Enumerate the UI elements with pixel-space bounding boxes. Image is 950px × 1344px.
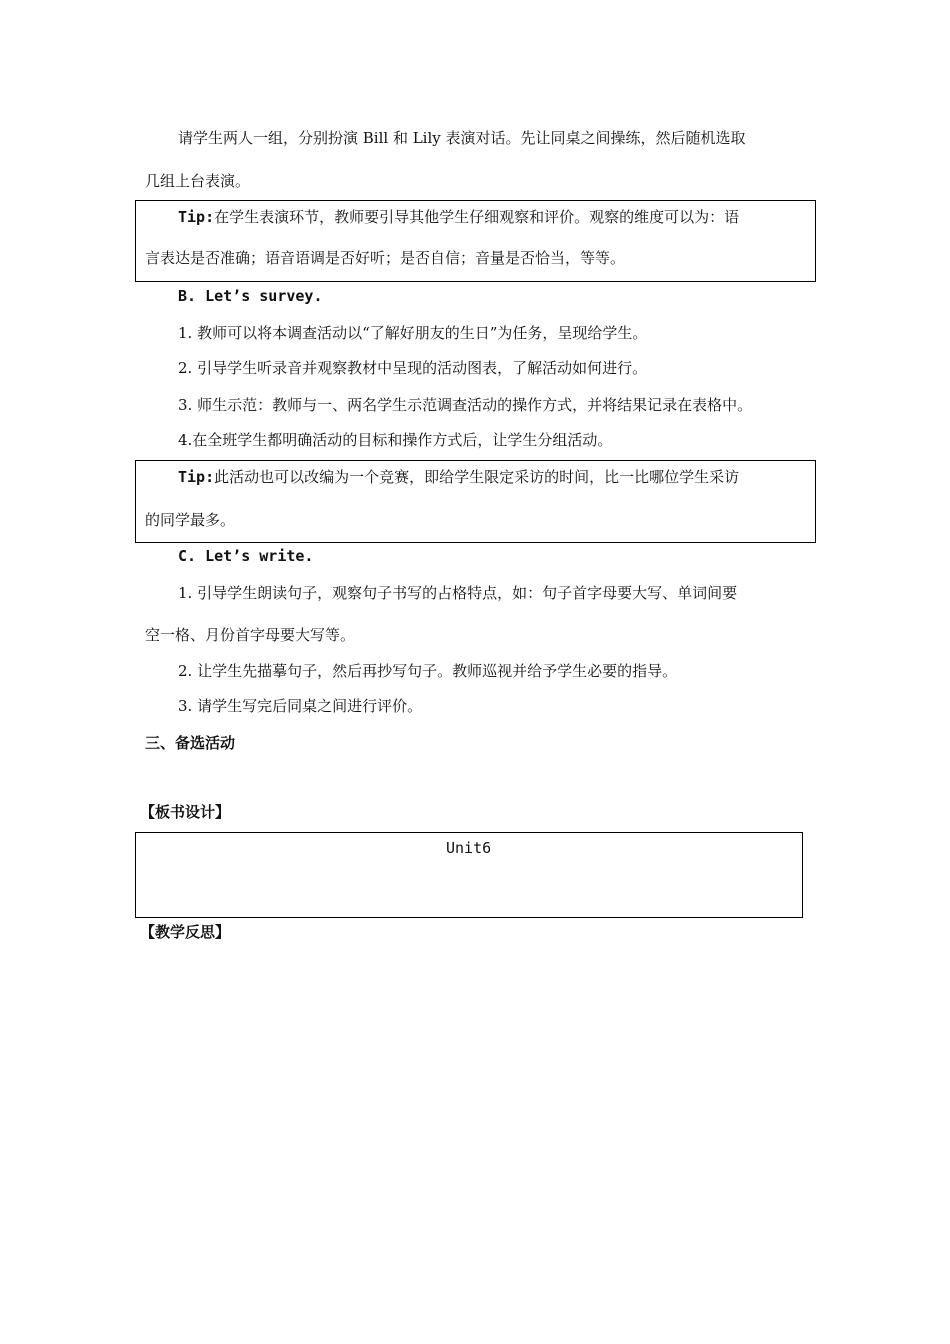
section-c-item-3: 3. 请学生写完后同桌之间进行评价。 [178,697,423,715]
tip-1-label: Tip: [178,208,215,226]
tip-1-line-2: 言表达是否准确；语音语调是否好听；是否自信；音量是否恰当，等等。 [145,249,626,267]
intro-line-2: 几组上台表演。 [145,172,251,190]
tip-1-line-1 [178,206,739,227]
intro-line-1: 请学生两人一组，分别扮演 Bill 和 Lily 表演对话。先让同桌之间操练，然后随机选取 [178,129,746,147]
section-b-item-2: 2. 引导学生听录音并观察教材中呈现的活动图表，了解活动如何进行。 [178,359,648,377]
section-three-heading: 三、备选活动 [145,734,236,752]
section-b-heading: B. Let’s survey. [178,287,323,305]
section-c-heading: C. Let’s write. [178,547,314,565]
board-design-title: Unit6 [446,839,492,857]
tip-2-label: Tip: [178,468,215,486]
section-b-item-1: 1. 教师可以将本调查活动以“了解好朋友的生日”为任务，呈现给学生。 [178,324,648,342]
section-c-item-1-line-1: 1. 引导学生朗读句子，观察句子书写的占格特点，如：句子首字母要大写、单词间要 [178,584,738,602]
section-c-item-1-line-2: 空一格、月份首字母要大写等。 [145,626,356,644]
tip-1-text-1: 在学生表演环节，教师要引导其他学生仔细观察和评价。观察的维度可以为：语 [214,208,740,226]
section-b-item-3: 3. 师生示范：教师与一、两名学生示范调查活动的操作方式，并将结果记录在表格中。 [178,396,753,414]
section-c-item-2: 2. 让学生先描摹句子，然后再抄写句子。教师巡视并给予学生必要的指导。 [178,662,678,680]
tip-2-text-1: 此活动也可以改编为一个竞赛，即给学生限定采访的时间，比一比哪位学生采访 [214,468,740,486]
tip-2-line-2: 的同学最多。 [145,511,236,529]
board-design-heading: 【板书设计】 [140,803,231,821]
reflection-heading: 【教学反思】 [140,923,231,941]
section-b-item-4: 4.在全班学生都明确活动的目标和操作方式后，让学生分组活动。 [178,431,613,449]
tip-2-line-1 [178,466,739,487]
